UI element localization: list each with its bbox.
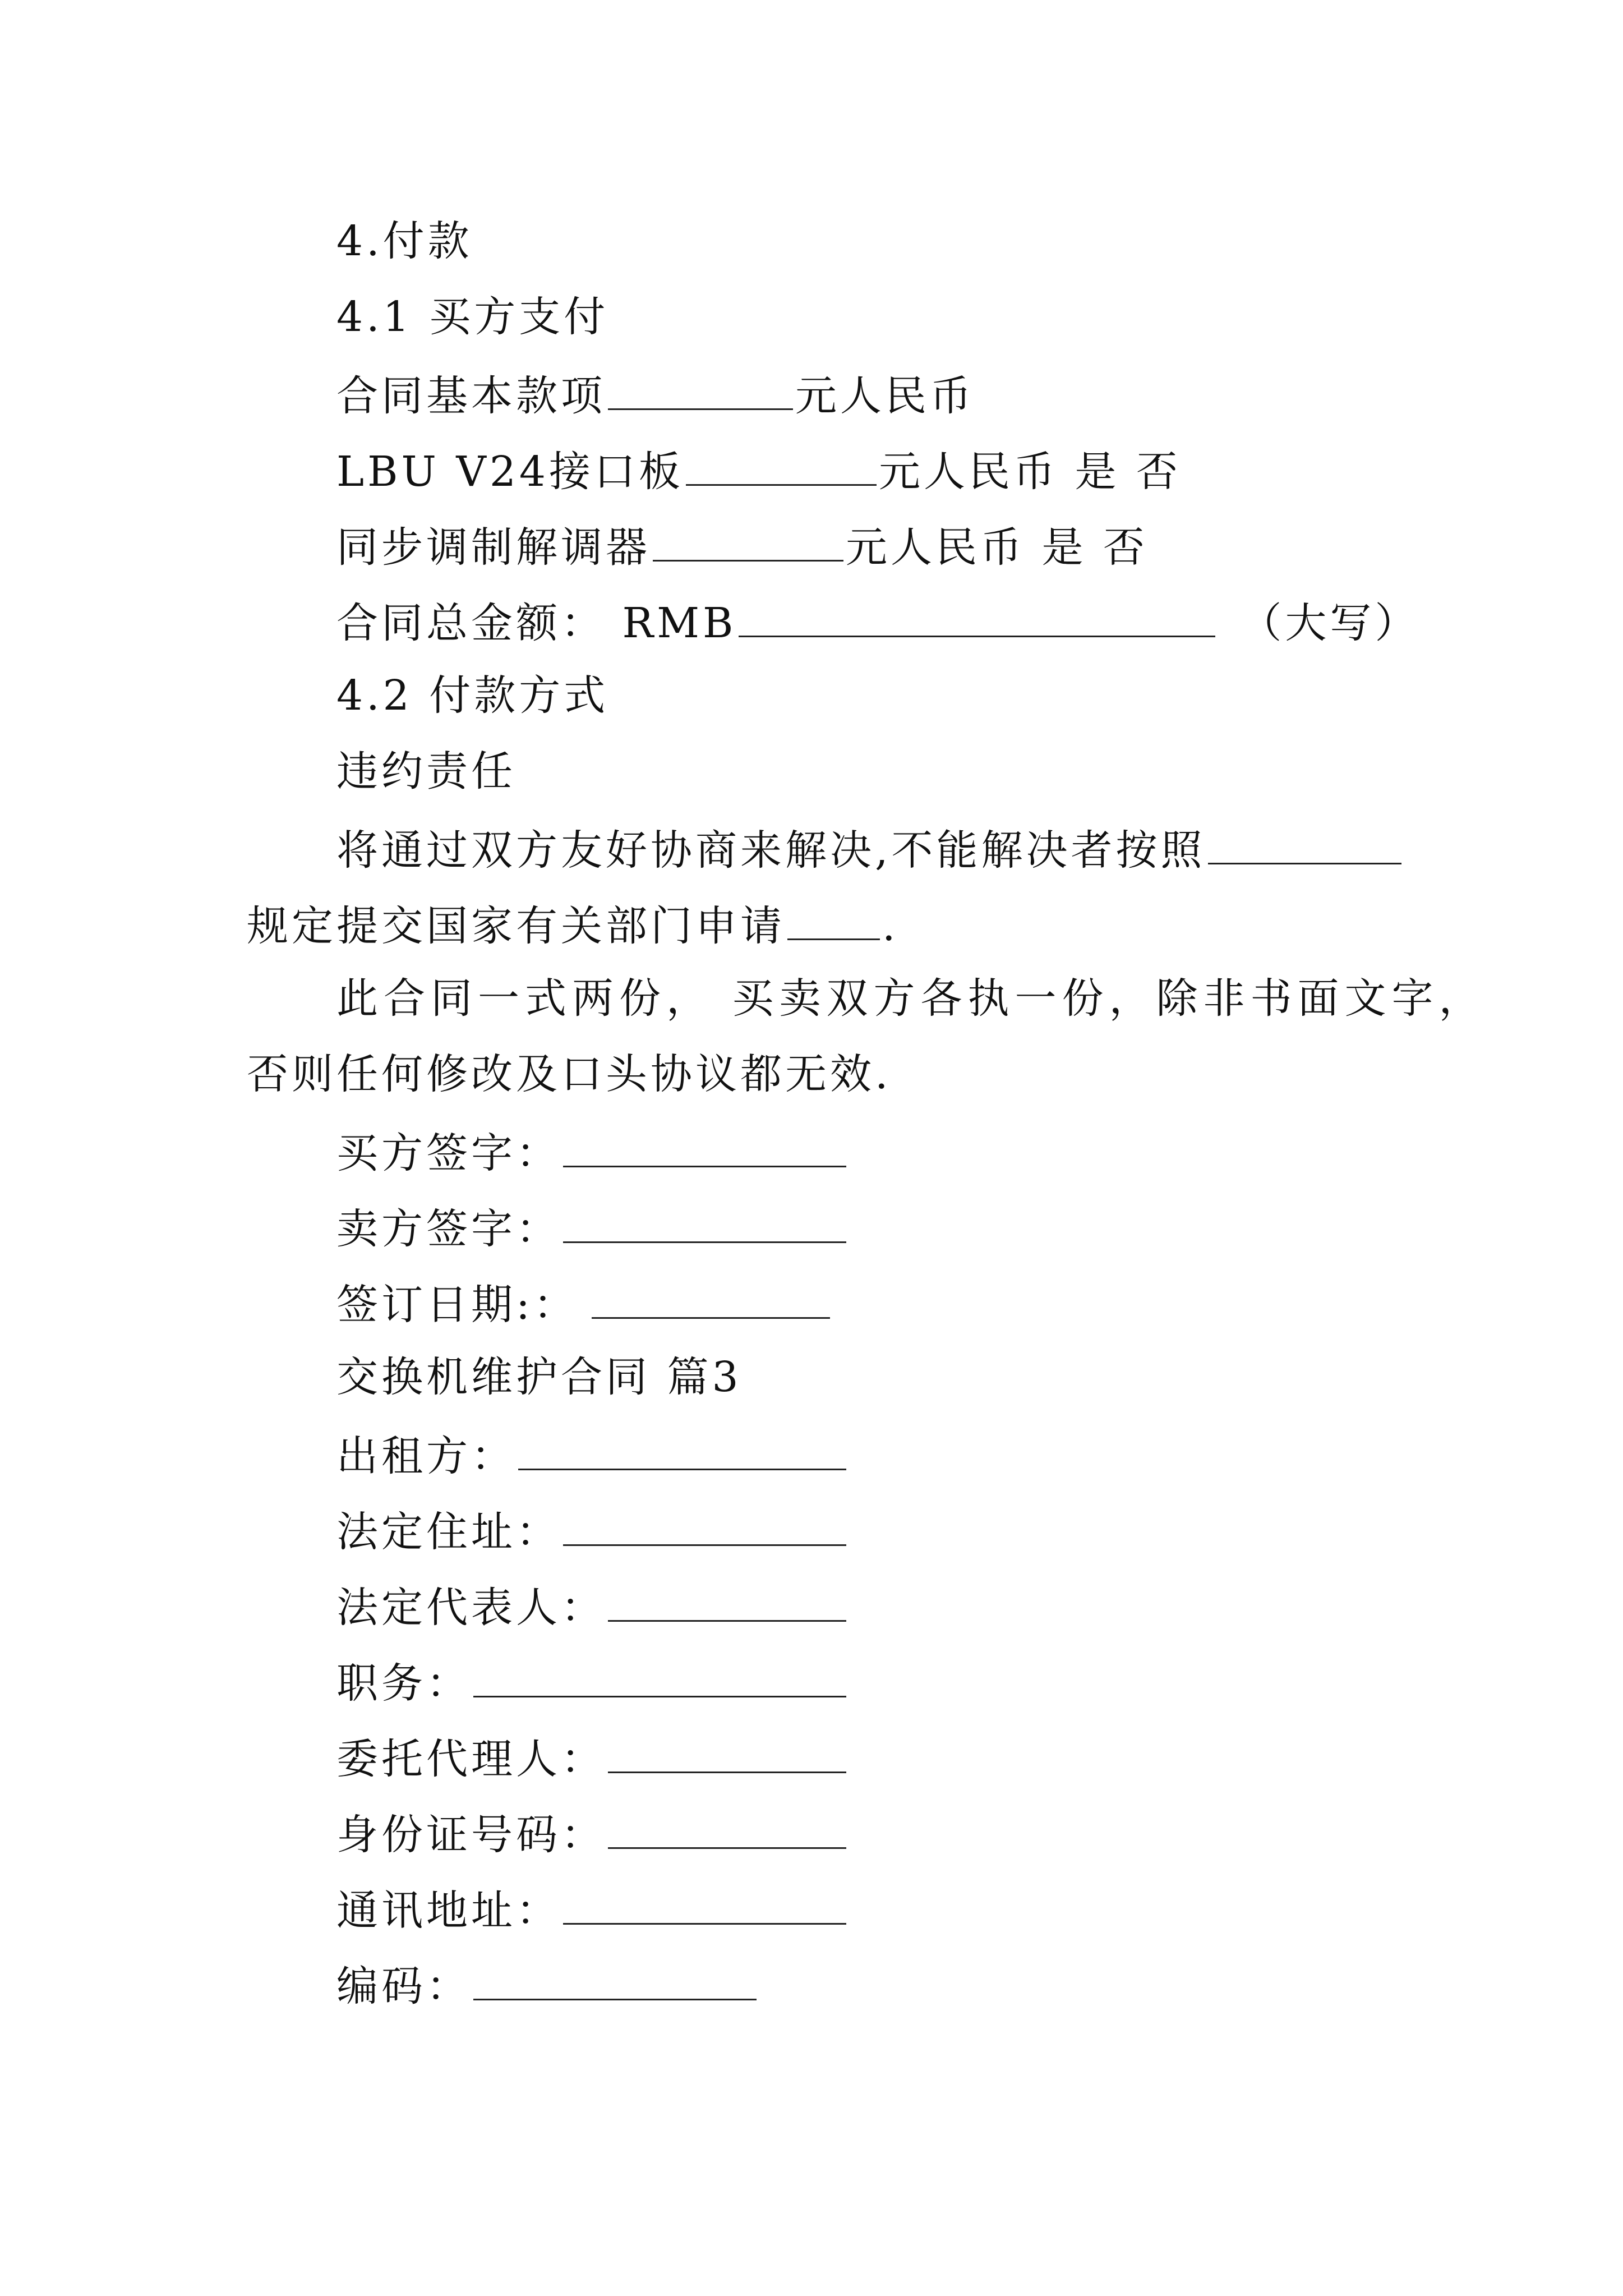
buyer-sign-label: 买方签字： [336, 1129, 561, 1177]
dispute-regulation-blank[interactable] [1208, 819, 1401, 864]
agent-label: 委托代理人： [336, 1735, 606, 1783]
modem-blank[interactable] [653, 516, 843, 562]
section3-title-text: 交换机维护合同 篇3 [336, 1353, 742, 1401]
buyer-sign-blank[interactable] [563, 1122, 846, 1167]
total-label: 合同总金额： RMB [336, 599, 737, 647]
lbu-row [336, 440, 1181, 496]
position-label: 职务： [336, 1659, 471, 1708]
modem-label: 同步调制解调器 [336, 523, 651, 572]
modem-unit: 元人民币 是 否 [846, 523, 1149, 572]
postcode-blank[interactable] [473, 1955, 757, 2000]
lbu-unit: 元人民币 是 否 [879, 448, 1182, 496]
mailing-address-blank[interactable] [563, 1879, 846, 1925]
legal-address-blank[interactable] [563, 1501, 846, 1546]
basic-fee-unit: 元人民币 [795, 372, 975, 420]
agent-blank[interactable] [608, 1728, 846, 1773]
total-row [336, 592, 1419, 648]
legal-address-label: 法定住址： [336, 1508, 561, 1556]
basic-fee-label: 合同基本款项 [336, 372, 606, 420]
basic-fee-blank[interactable] [608, 365, 793, 410]
legal-rep-blank[interactable] [608, 1576, 846, 1622]
payment-heading [336, 213, 473, 269]
copies-line-2 [247, 1046, 892, 1102]
payment-method-heading [336, 668, 608, 724]
postcode-label: 编码： [336, 1962, 471, 2010]
dispute-line-1-text: 将通过双方友好协商来解决,不能解决者按照 [336, 826, 1206, 875]
total-blank[interactable] [739, 592, 1215, 637]
position-row [336, 1652, 849, 1708]
dispute-line-2-period: . [882, 902, 899, 950]
id-number-row [336, 1803, 849, 1860]
dispute-line-2 [247, 895, 899, 951]
lbu-blank[interactable] [686, 440, 877, 486]
breach-heading-text: 违约责任 [336, 747, 516, 795]
agent-row [336, 1728, 849, 1784]
payment-heading-text: 4.付款 [336, 217, 473, 265]
position-blank[interactable] [473, 1652, 846, 1697]
id-number-blank[interactable] [608, 1803, 846, 1849]
lessor-row [336, 1425, 849, 1481]
legal-address-row [336, 1501, 849, 1557]
sign-date-label: 签订日期:： [336, 1281, 578, 1329]
seller-sign-label: 卖方签字： [336, 1205, 561, 1253]
dispute-application-blank[interactable] [787, 895, 880, 940]
copies-line-1-text: 此合同一式两份， 买卖双方各执一份，除非书面文字， [336, 974, 1486, 1023]
section3-title [336, 1349, 742, 1405]
modem-row [336, 516, 1148, 572]
copies-line-1 [336, 970, 1486, 1027]
buyer-pays-heading-text: 4.1 买方支付 [336, 293, 609, 341]
lessor-blank[interactable] [518, 1425, 846, 1470]
total-suffix: （大写） [1240, 599, 1420, 647]
buyer-sign-row [336, 1122, 849, 1178]
dispute-line-2-text: 规定提交国家有关部门申请 [247, 902, 785, 950]
sign-date-blank[interactable] [592, 1273, 830, 1319]
payment-method-heading-text: 4.2 付款方式 [336, 671, 609, 720]
copies-line-2-text: 否则任何修改及口头协议都无效. [247, 1050, 892, 1098]
basic-fee-row [336, 365, 975, 421]
id-number-label: 身份证号码： [336, 1811, 606, 1859]
sign-date-row [336, 1273, 832, 1329]
legal-rep-row [336, 1576, 849, 1632]
mailing-address-label: 通讯地址： [336, 1887, 561, 1935]
buyer-pays-heading [336, 289, 608, 345]
dispute-line-1 [336, 819, 1404, 875]
lbu-label: LBU V24接口板 [336, 448, 684, 496]
postcode-row [336, 1955, 759, 2011]
mailing-address-row [336, 1879, 849, 1935]
lessor-label: 出租方： [336, 1432, 516, 1480]
legal-rep-label: 法定代表人： [336, 1584, 606, 1632]
seller-sign-row [336, 1198, 849, 1254]
seller-sign-blank[interactable] [563, 1198, 846, 1243]
breach-heading [336, 743, 516, 799]
